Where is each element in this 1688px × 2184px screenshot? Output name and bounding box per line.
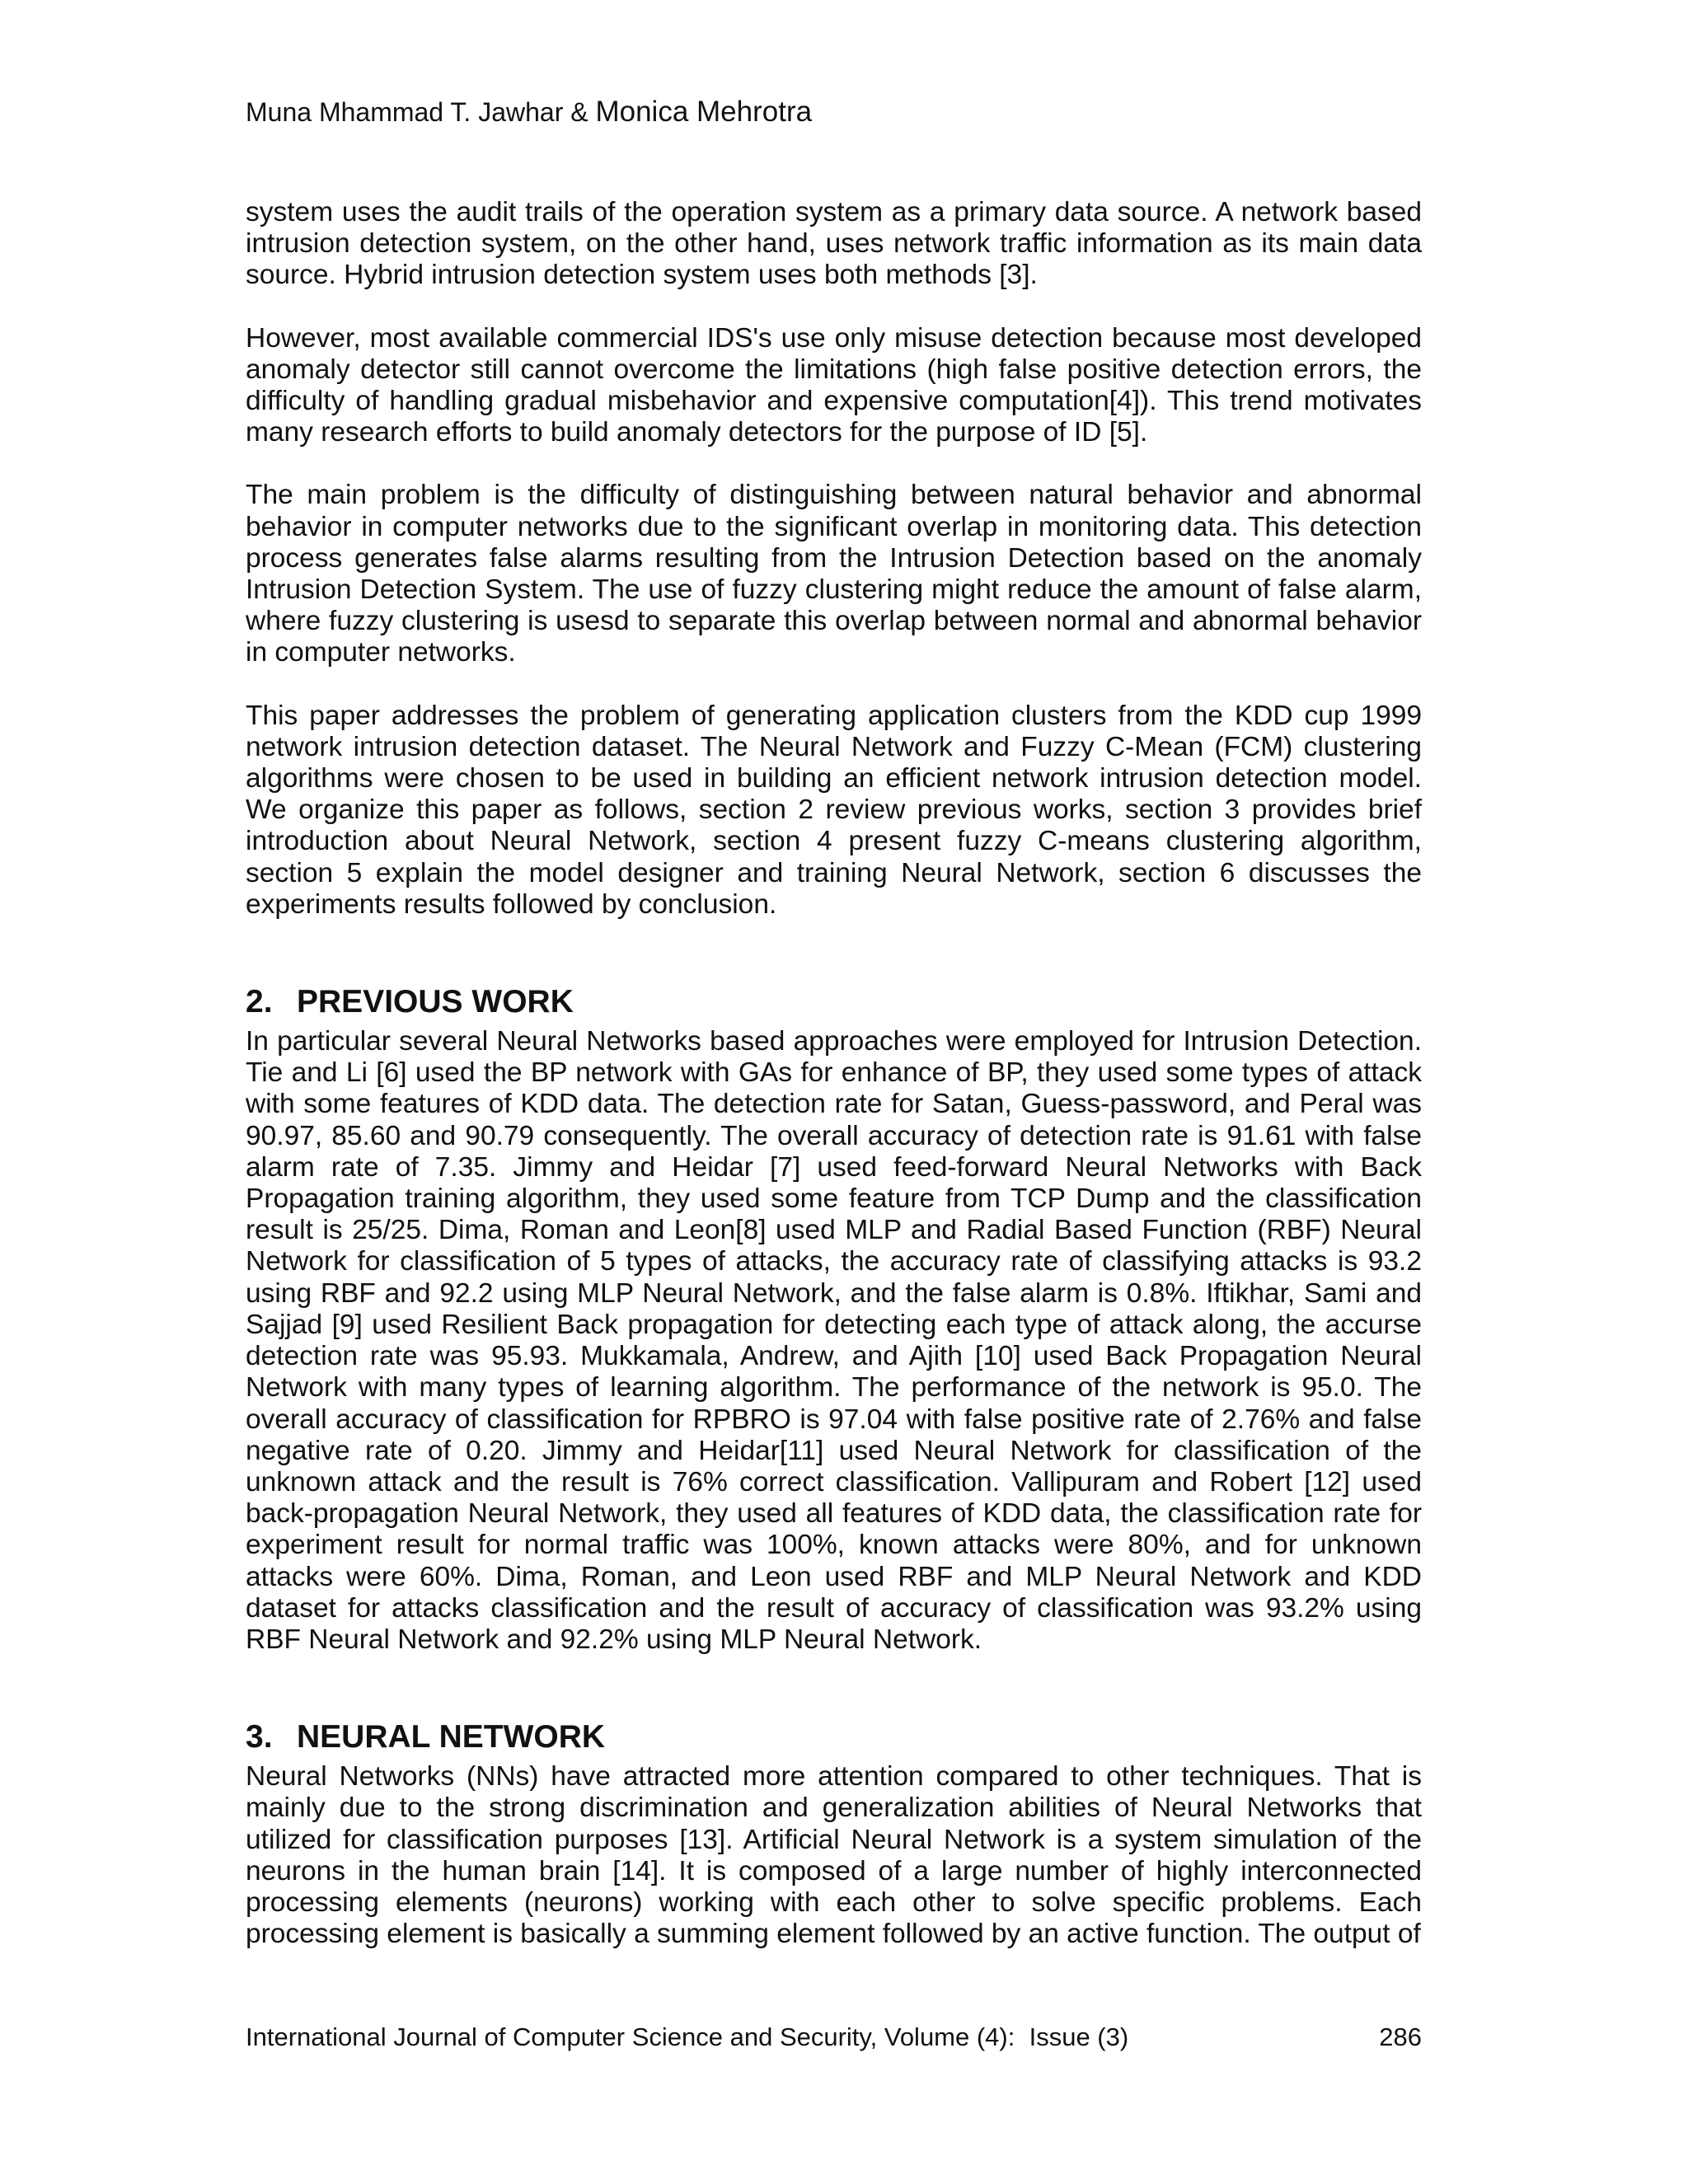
- paragraph: This paper addresses the problem of generating application clusters from the KDD cup 1999 network intrusion detection dataset. The Neural Network and Fuzzy C-Mean (FCM) clustering algorithms were chosen to be used in building an efficient network intrusion detection model. We organize this paper as follows, section 2 review previous works, section 3 provides brief introduction about Neural Network, section 4 present fuzzy C-means clustering algorithm, section 5 explain the model designer and training Neural Network, section 6 discusses the experiments results followed by conclusion.: [246, 700, 1422, 920]
- section-number: 3.: [246, 1719, 273, 1755]
- section-number: 2.: [246, 984, 273, 1020]
- paragraph: In particular several Neural Networks based approaches were employed for Intrusion Detection. Tie and Li [6] used the BP network with GAs for enhance of BP, they used some types of attack with some features of KDD data. The detection rate for Satan, Guess-password, and Peral was 90.97, 85.60 and 90.79 consequently. The overall accuracy of detection rate is 91.61 with false alarm rate of 7.35. Jimmy and Heidar [7] used feed-forward Neural Networks with Back Propagation training algorithm, they used some feature from TCP Dump and the classification result is 25/25. Dima, Roman and Leon[8] used MLP and Radial Based Function (RBF) Neural Network for classification of 5 types of attacks, the accuracy rate of classifying attacks is 93.2 using RBF and 92.2 using MLP Neural Network, and the false alarm is 0.8%. Iftikhar, Sami and Sajjad [9] used Resilient Back propagation for detecting each type of attack along, the accurse detection rate was 95.93. Mukkamala, Andrew, and Ajith [10] used Back Propagation Neural Network with many types of learning algorithm. The performance of the network is 95.0. The overall accuracy of classification for RPBRO is 97.04 with false positive rate of 2.76% and false negative rate of 0.20. Jimmy and Heidar[11] used Neural Network for classification of the unknown attack and the result is 76% correct classification. Vallipuram and Robert [12] used back-propagation Neural Network, they used all features of KDD data, the classification rate for experiment result for normal traffic was 100%, known attacks were 80%, and for unknown attacks were 60%. Dima, Roman, and Leon used RBF and MLP Neural Network and KDD dataset for attacks classification and the result of accuracy of classification was 93.2% using RBF Neural Network and 92.2% using MLP Neural Network.: [246, 1026, 1422, 1655]
- paragraph: Neural Networks (NNs) have attracted more attention compared to other techniques. That is mainly due to the strong discrimination and generalization abilities of Neural Networks that utilized for classification purposes [13]. Artificial Neural Network is a system simulation of the neurons in the human brain [14]. It is composed of a large number of highly interconnected processing elements (neurons) working with each other to solve specific problems. Each processing element is basically a summing element followed by an active function. The output of: [246, 1761, 1422, 1950]
- article-body: [246, 197, 1422, 1950]
- author-separator: &: [563, 97, 596, 127]
- journal-citation: International Journal of Computer Science and Security, Volume (4): Issue (3): [246, 2022, 1129, 2051]
- paragraph: However, most available commercial IDS's use only misuse detection because most developed anomaly detector still cannot overcome the limitations (high false positive detection errors, the difficulty of handling gradual misbehavior and expensive computation[4]). This trend motivates many research efforts to build anomaly detectors for the purpose of ID [5].: [246, 322, 1422, 448]
- author-name-1: Muna Mhammad T. Jawhar: [246, 97, 564, 127]
- running-head: [246, 96, 812, 129]
- section-title: NEURAL NETWORK: [297, 1719, 606, 1755]
- page-number: 286: [1379, 2022, 1422, 2051]
- page-footer: [246, 2021, 1422, 2054]
- author-name-2: Monica Mehrotra: [595, 96, 813, 128]
- section-heading-previous-work: [246, 983, 1422, 1021]
- section-heading-neural-network: [246, 1718, 1422, 1756]
- section-title: PREVIOUS WORK: [297, 984, 574, 1020]
- paragraph: system uses the audit trails of the operation system as a primary data source. A network based intrusion detection system, on the other hand, uses network traffic information as its main data source. Hybrid intrusion detection system uses both methods [3].: [246, 197, 1422, 291]
- paragraph: The main problem is the difficulty of distinguishing between natural behavior and abnormal behavior in computer networks due to the significant overlap in monitoring data. This detection process generates false alarms resulting from the Intrusion Detection based on the anomaly Intrusion Detection System. The use of fuzzy clustering might reduce the amount of false alarm, where fuzzy clustering is usesd to separate this overlap between normal and abnormal behavior in computer networks.: [246, 480, 1422, 668]
